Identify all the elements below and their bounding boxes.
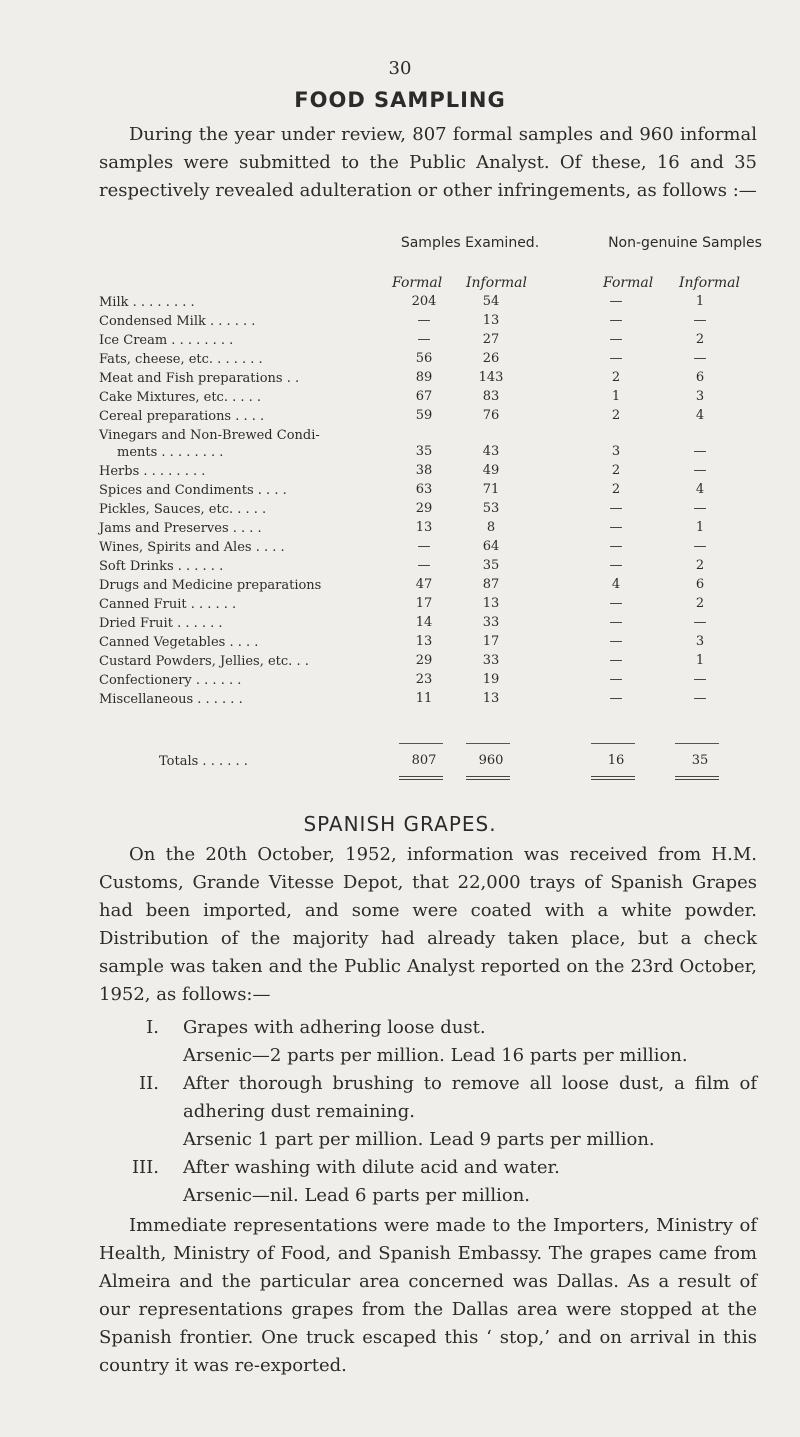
cell-formal-examined: 14 xyxy=(415,615,433,630)
result-number: II. xyxy=(139,1073,159,1094)
intro-text: During the year under review, 807 formal samples and 960 informal samples were submitted to the Public Analyst. Of these, 16 and 35 respectively revealed adulteration or other infringements, as follows :— xyxy=(99,124,757,201)
row-label-line: Wines, Spirits and Ales . . . . xyxy=(99,540,285,555)
total-formal-nongenuine: 16 xyxy=(607,753,625,768)
cell-formal-nongenuine: — xyxy=(609,294,623,309)
cell-informal-nongenuine: 3 xyxy=(695,389,705,404)
cell-formal-nongenuine: 2 xyxy=(611,408,621,423)
cell-formal-nongenuine: — xyxy=(609,672,623,687)
row-label xyxy=(99,313,399,330)
cell-formal-examined: 67 xyxy=(415,389,433,404)
cell-formal-nongenuine: — xyxy=(609,691,623,706)
row-label-line: Spices and Condiments . . . . xyxy=(99,483,287,498)
row-label xyxy=(99,351,399,368)
total-informal-examined: 960 xyxy=(478,753,504,768)
cell-formal-examined: 29 xyxy=(415,653,433,668)
subheader-formal-1: Formal xyxy=(392,275,443,291)
totals-label: Totals . . . . . . xyxy=(159,754,248,769)
result-line: Arsenic—2 parts per million. Lead 16 parts per million. xyxy=(183,1045,688,1066)
result-item xyxy=(99,1126,759,1154)
cell-informal-examined: 19 xyxy=(482,672,500,687)
cell-informal-nongenuine: 6 xyxy=(695,577,705,592)
row-label-line: Meat and Fish preparations . . xyxy=(99,371,300,386)
table-row xyxy=(99,614,779,633)
table-row xyxy=(99,462,779,481)
cell-informal-examined: 49 xyxy=(482,463,500,478)
cell-formal-nongenuine: — xyxy=(609,501,623,516)
row-label-line: Herbs . . . . . . . . xyxy=(99,464,206,479)
cell-formal-nongenuine: 2 xyxy=(611,482,621,497)
cell-formal-examined: — xyxy=(417,332,431,347)
cell-formal-examined: 11 xyxy=(415,691,433,706)
row-label-line: Miscellaneous . . . . . . xyxy=(99,692,243,707)
row-label-line: Condensed Milk . . . . . . xyxy=(99,314,256,329)
header-samples-examined: Samples Examined. xyxy=(400,235,540,251)
table-row xyxy=(99,690,779,709)
table-row xyxy=(99,388,779,407)
cell-informal-examined: 64 xyxy=(482,539,500,554)
cell-informal-nongenuine: — xyxy=(693,351,707,366)
cell-informal-nongenuine: 1 xyxy=(695,653,705,668)
table-row xyxy=(99,369,779,388)
cell-informal-nongenuine: — xyxy=(693,539,707,554)
result-line: Arsenic 1 part per million. Lead 9 parts per million. xyxy=(183,1129,655,1150)
final-paragraph xyxy=(99,1212,757,1380)
cell-informal-nongenuine: 4 xyxy=(695,482,705,497)
table-row xyxy=(99,350,779,369)
cell-informal-nongenuine: — xyxy=(693,463,707,478)
row-label-line: Fats, cheese, etc. . . . . . . xyxy=(99,352,263,367)
cell-informal-nongenuine: 2 xyxy=(695,596,705,611)
result-item xyxy=(99,1154,759,1182)
cell-formal-examined: 23 xyxy=(415,672,433,687)
cell-informal-nongenuine: — xyxy=(693,501,707,516)
section-title-food-sampling: FOOD SAMPLING xyxy=(294,88,506,112)
result-item xyxy=(99,1070,759,1126)
cell-informal-examined: 87 xyxy=(482,577,500,592)
subheader-formal-2: Formal xyxy=(603,275,654,291)
subheader-informal-1: Informal xyxy=(466,275,527,291)
row-label xyxy=(99,653,399,670)
cell-informal-examined: 13 xyxy=(482,596,500,611)
cell-formal-nongenuine: — xyxy=(609,351,623,366)
cell-formal-examined: 56 xyxy=(415,351,433,366)
row-label xyxy=(99,332,399,349)
total-double-rule-3 xyxy=(591,776,635,780)
totals-row xyxy=(99,752,779,772)
result-item xyxy=(99,1014,759,1042)
cell-informal-examined: 33 xyxy=(482,615,500,630)
total-informal-nongenuine: 35 xyxy=(691,753,709,768)
row-label-line: Cake Mixtures, etc. . . . . xyxy=(99,390,262,405)
header-non-genuine: Non-genuine Samples xyxy=(608,235,762,251)
result-number: III. xyxy=(131,1157,159,1178)
table-row xyxy=(99,481,779,500)
sampling-table xyxy=(99,293,779,709)
cell-formal-nongenuine: — xyxy=(609,558,623,573)
cell-formal-nongenuine: 1 xyxy=(611,389,621,404)
table-row xyxy=(99,595,779,614)
cell-informal-examined: 26 xyxy=(482,351,500,366)
cell-informal-nongenuine: — xyxy=(693,672,707,687)
table-row xyxy=(99,426,779,462)
cell-informal-examined: 71 xyxy=(482,482,500,497)
cell-formal-examined: 38 xyxy=(415,463,433,478)
cell-informal-nongenuine: 2 xyxy=(695,558,705,573)
subtotal-rule-1 xyxy=(399,743,443,744)
table-row xyxy=(99,538,779,557)
subheader-informal-2: Informal xyxy=(679,275,740,291)
row-label-line: Drugs and Medicine preparations xyxy=(99,578,322,593)
cell-formal-examined: — xyxy=(417,558,431,573)
result-line: Arsenic—nil. Lead 6 parts per million. xyxy=(183,1185,531,1206)
row-label-line: Custard Powders, Jellies, etc. . . xyxy=(99,654,309,669)
cell-formal-examined: 63 xyxy=(415,482,433,497)
table-row xyxy=(99,519,779,538)
total-double-rule-1 xyxy=(399,776,443,780)
table-row xyxy=(99,407,779,426)
row-label xyxy=(99,463,399,480)
row-label-line: Ice Cream . . . . . . . . xyxy=(99,333,234,348)
row-label xyxy=(99,691,399,708)
subtotal-rule-3 xyxy=(591,743,635,744)
cell-informal-nongenuine: — xyxy=(693,691,707,706)
row-label-line: Confectionery . . . . . . xyxy=(99,673,242,688)
row-label xyxy=(99,389,399,406)
row-label-line: Soft Drinks . . . . . . xyxy=(99,559,224,574)
cell-formal-examined: — xyxy=(417,313,431,328)
cell-informal-examined: 53 xyxy=(482,501,500,516)
cell-formal-examined: 29 xyxy=(415,501,433,516)
table-row xyxy=(99,652,779,671)
cell-formal-examined: 47 xyxy=(415,577,433,592)
cell-formal-nongenuine: 3 xyxy=(611,444,621,459)
result-line: Grapes with adhering loose dust. xyxy=(183,1017,486,1038)
result-item xyxy=(99,1182,759,1210)
row-label xyxy=(99,427,399,461)
cell-informal-examined: 17 xyxy=(482,634,500,649)
cell-informal-examined: 143 xyxy=(478,370,504,385)
cell-informal-examined: 33 xyxy=(482,653,500,668)
row-label-line: Vinegars and Non-Brewed Condi- xyxy=(99,428,320,443)
row-label-line: Jams and Preserves . . . . xyxy=(99,521,262,536)
spanish-grapes-text: On the 20th October, 1952, information was received from H.M. Customs, Grande Vitesse Depot, that 22,000 trays of Spanish Grapes had been imported, and some were coated with a white powder. Distribution of the majority had already taken place, but a check sample was taken and the Public Analyst reported on the 23rd October, 1952, as follows:— xyxy=(99,844,757,1005)
subtotal-rule-2 xyxy=(466,743,510,744)
cell-informal-nongenuine: — xyxy=(693,444,707,459)
total-double-rule-4 xyxy=(675,776,719,780)
section-title-spanish-grapes: SPANISH GRAPES. xyxy=(303,812,497,836)
cell-informal-nongenuine: 6 xyxy=(695,370,705,385)
cell-formal-examined: 13 xyxy=(415,634,433,649)
cell-formal-nongenuine: — xyxy=(609,596,623,611)
cell-formal-nongenuine: 2 xyxy=(611,370,621,385)
cell-informal-nongenuine: 2 xyxy=(695,332,705,347)
cell-informal-examined: 83 xyxy=(482,389,500,404)
cell-formal-nongenuine: 2 xyxy=(611,463,621,478)
cell-informal-examined: 27 xyxy=(482,332,500,347)
table-row xyxy=(99,576,779,595)
row-label-line: Pickles, Sauces, etc. . . . . xyxy=(99,502,267,517)
intro-paragraph xyxy=(99,121,757,205)
cell-informal-examined: 54 xyxy=(482,294,500,309)
cell-formal-nongenuine: — xyxy=(609,520,623,535)
page-number: 30 xyxy=(388,58,412,79)
spanish-grapes-paragraph xyxy=(99,841,757,1009)
cell-formal-nongenuine: — xyxy=(609,634,623,649)
table-row xyxy=(99,331,779,350)
cell-informal-nongenuine: 1 xyxy=(695,294,705,309)
cell-informal-nongenuine: 3 xyxy=(695,634,705,649)
table-row xyxy=(99,312,779,331)
row-label xyxy=(99,634,399,651)
cell-informal-examined: 13 xyxy=(482,313,500,328)
cell-formal-examined: 35 xyxy=(415,444,433,459)
row-label xyxy=(99,370,399,387)
table-row xyxy=(99,293,779,312)
cell-formal-examined: — xyxy=(417,539,431,554)
subtotal-rule-4 xyxy=(675,743,719,744)
final-text: Immediate representations were made to the Importers, Ministry of Health, Ministry of Food, and Spanish Embassy. The grapes came from Almeira and the particular area concerned was Dallas. As a result of our representations grapes from the Dallas area were stopped at the Spanish frontier. One truck escaped this ‘ stop,’ and on arrival in this country it was re-exported. xyxy=(99,1215,757,1376)
cell-formal-nongenuine: — xyxy=(609,615,623,630)
result-number: I. xyxy=(146,1017,159,1038)
row-label xyxy=(99,672,399,689)
cell-formal-examined: 59 xyxy=(415,408,433,423)
table-row xyxy=(99,633,779,652)
cell-formal-nongenuine: — xyxy=(609,539,623,554)
row-label xyxy=(99,539,399,556)
result-item xyxy=(99,1042,759,1070)
cell-formal-nongenuine: 4 xyxy=(611,577,621,592)
row-label xyxy=(99,501,399,518)
cell-informal-examined: 8 xyxy=(486,520,496,535)
cell-formal-nongenuine: — xyxy=(609,653,623,668)
total-double-rule-2 xyxy=(466,776,510,780)
row-label-line: Cereal preparations . . . . xyxy=(99,409,265,424)
row-label-line: ments . . . . . . . . xyxy=(117,445,224,460)
row-label xyxy=(99,520,399,537)
cell-formal-nongenuine: — xyxy=(609,313,623,328)
cell-informal-examined: 35 xyxy=(482,558,500,573)
row-label xyxy=(99,558,399,575)
row-label xyxy=(99,408,399,425)
row-label xyxy=(99,294,399,311)
row-label xyxy=(99,596,399,613)
cell-informal-nongenuine: 1 xyxy=(695,520,705,535)
cell-informal-examined: 43 xyxy=(482,444,500,459)
row-label xyxy=(99,482,399,499)
table-row xyxy=(99,557,779,576)
cell-formal-examined: 17 xyxy=(415,596,433,611)
table-row xyxy=(99,500,779,519)
total-formal-examined: 807 xyxy=(411,753,437,768)
row-label xyxy=(99,577,399,594)
cell-formal-examined: 13 xyxy=(415,520,433,535)
result-line: After thorough brushing to remove all loose dust, a film of adhering dust remaining. xyxy=(183,1073,757,1122)
row-label xyxy=(99,615,399,632)
result-line: After washing with dilute acid and water. xyxy=(183,1157,560,1178)
row-label-line: Milk . . . . . . . . xyxy=(99,295,195,310)
cell-formal-nongenuine: — xyxy=(609,332,623,347)
cell-formal-examined: 89 xyxy=(415,370,433,385)
cell-formal-examined: 204 xyxy=(411,294,437,309)
cell-informal-nongenuine: — xyxy=(693,615,707,630)
row-label-line: Canned Vegetables . . . . xyxy=(99,635,259,650)
cell-informal-examined: 13 xyxy=(482,691,500,706)
cell-informal-nongenuine: 4 xyxy=(695,408,705,423)
cell-informal-examined: 76 xyxy=(482,408,500,423)
row-label-line: Canned Fruit . . . . . . xyxy=(99,597,237,612)
row-label-line: Dried Fruit . . . . . . xyxy=(99,616,223,631)
table-row xyxy=(99,671,779,690)
cell-informal-nongenuine: — xyxy=(693,313,707,328)
